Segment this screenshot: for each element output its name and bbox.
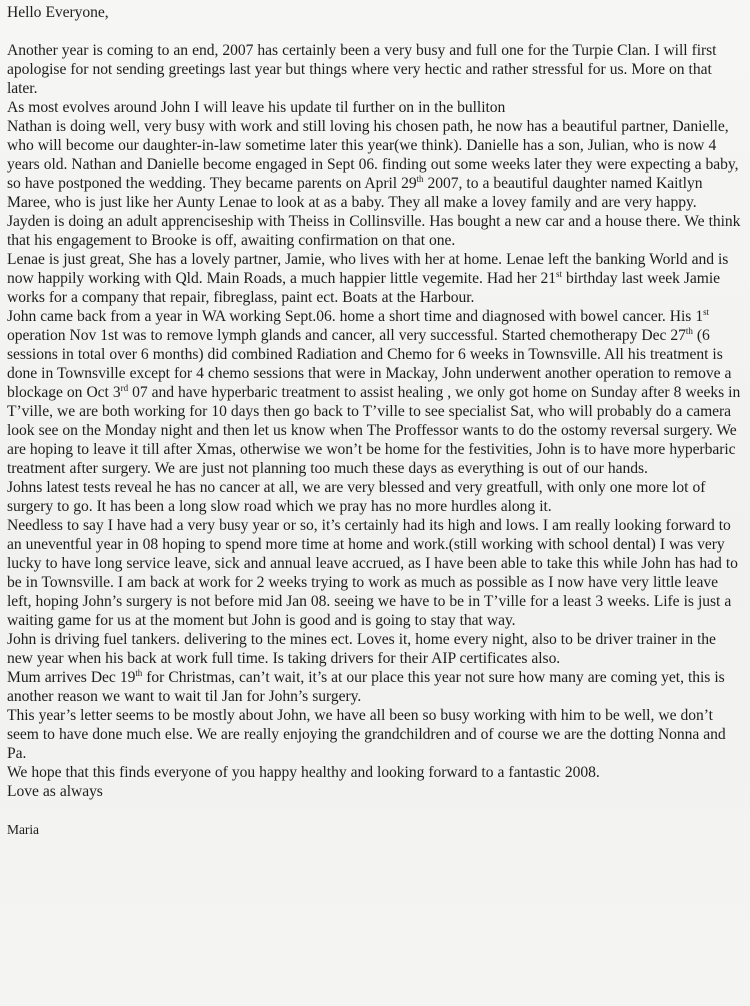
letter-paragraph: John is driving fuel tankers. delivering to the mines ect. Loves it, home every night, also to be driver trainer in the new year when his back at work full time. Is taking drivers for their AIP certificates also.	[7, 631, 716, 667]
letter-paragraph: Another year is coming to an end, 2007 has certainly been a very busy and full one for the Turpie Clan. I will first apologise for not sending greetings last year but things where very hectic and rather stressful for us. More on that later.	[7, 42, 717, 97]
ordinal-suffix: th	[685, 325, 693, 336]
letter-paragraph: As most evolves around John I will leave his update til further on in the bulliton	[7, 99, 506, 116]
letter-paragraph: Johns latest tests reveal he has no cancer at all, we are very blessed and very greatfull, with only one more lot of surgery to go. It has been a long slow road which we pray has no more hurdles along it.	[7, 479, 706, 515]
letter-paragraph: Mum arrives Dec 19th for Christmas, can’t wait, it’s at our place this year not sure how many are coming yet, this is another reason we want to wait til Jan for John’s surgery.	[7, 667, 725, 705]
letter-paragraph: Lenae is just great, She has a lovely partner, Jamie, who lives with her at home. Lenae left the banking World and is now happily working with Qld. Main Roads, a much happier little vegemite. Had her 21st birthday last week Jamie works for a company that repair, fibreglass, paint ect. Boats at the Harbour.	[7, 251, 729, 306]
letter-greeting: Hello Everyone,	[7, 4, 109, 21]
ordinal-suffix: st	[703, 306, 709, 317]
letter-signature: Maria	[7, 822, 39, 837]
letter-closing: Love as always	[7, 783, 103, 800]
letter-paragraph: Needless to say I have had a very busy year or so, it’s certainly had its high and lows. I am really looking forward to an uneventful year in 08 hoping to spend more time at home and work.(still working with school dental) I was very lucky to have long service leave, sick and annual leave accrued, as I have been able to take this while John has had to be in Townsville. I am back at work for 2 weeks trying to work as much as possible as I now have very little leave left, hoping John’s surgery is not before mid Jan 08. seeing we have to be in T’ville for a least 3 weeks. Life is just a waiting game for us at the moment but John is good and is going to stay that way.	[7, 517, 738, 629]
letter-paragraph: This year’s letter seems to be mostly about John, we have all been so busy working with him to be well, we don’t seem to have done much else. We are really enjoying the grandchildren and of course we are the dotting Nonna and Pa.	[7, 707, 726, 762]
ordinal-suffix: st	[556, 268, 562, 279]
letter-body	[7, 3, 742, 839]
letter-paragraph: Jayden is doing an adult apprenciseship with Theiss in Collinsville. Has bought a new car and a house there. We think that his engagement to Brooke is off, awaiting confirmation on that one.	[7, 213, 741, 249]
ordinal-suffix: rd	[120, 382, 129, 393]
ordinal-suffix: th	[416, 173, 424, 184]
letter-paragraph: Nathan is doing well, very busy with work and still loving his chosen path, he now has a beautiful partner, Danielle, who will become our daughter-in-law sometime later this year(we think). Danielle has a son, Julian, who is now 4 years old. Nathan and Danielle become engaged in Sept 06. finding out some weeks later they were expecting a baby, so have postponed the wedding. They became parents on April 29th 2007, to a beautiful daughter named Kaitlyn Maree, who is just like her Aunty Lenae to look at as a baby. They all make a lovey family and are very happy.	[7, 118, 739, 211]
letter-paragraph: John came back from a year in WA working Sept.06. home a short time and diagnosed with bowel cancer. His 1st operation Nov 1st was to remove lymph glands and cancer, all very successful. Started chemotherapy Dec 27th (6 sessions in total over 6 months) did combined Radiation and Chemo for 6 weeks in Townsville. All his treatment is done in Townsville except for 4 chemo sessions that were in Mackay, John underwent another operation to remove a blockage on Oct 3rd 07 and have hyperbaric treatment to assist healing , we only got home on Sunday after 8 weeks in T’ville, we are both working for 10 days then go back to T’ville to see specialist Sat, who will probably do a camera look see on the Monday night and then let us know when The Proffessor wants to do the ostomy reversal surgery. We are hoping to leave it till after Xmas, otherwise we won’t be home for the festivities, John is to have more hyperbaric treatment after surgery. We are just not planning too much these days as everything is out of our hands.	[7, 306, 741, 477]
letter-paragraph: We hope that this finds everyone of you happy healthy and looking forward to a fantastic 2008.	[7, 764, 600, 781]
ordinal-suffix: th	[135, 667, 143, 678]
